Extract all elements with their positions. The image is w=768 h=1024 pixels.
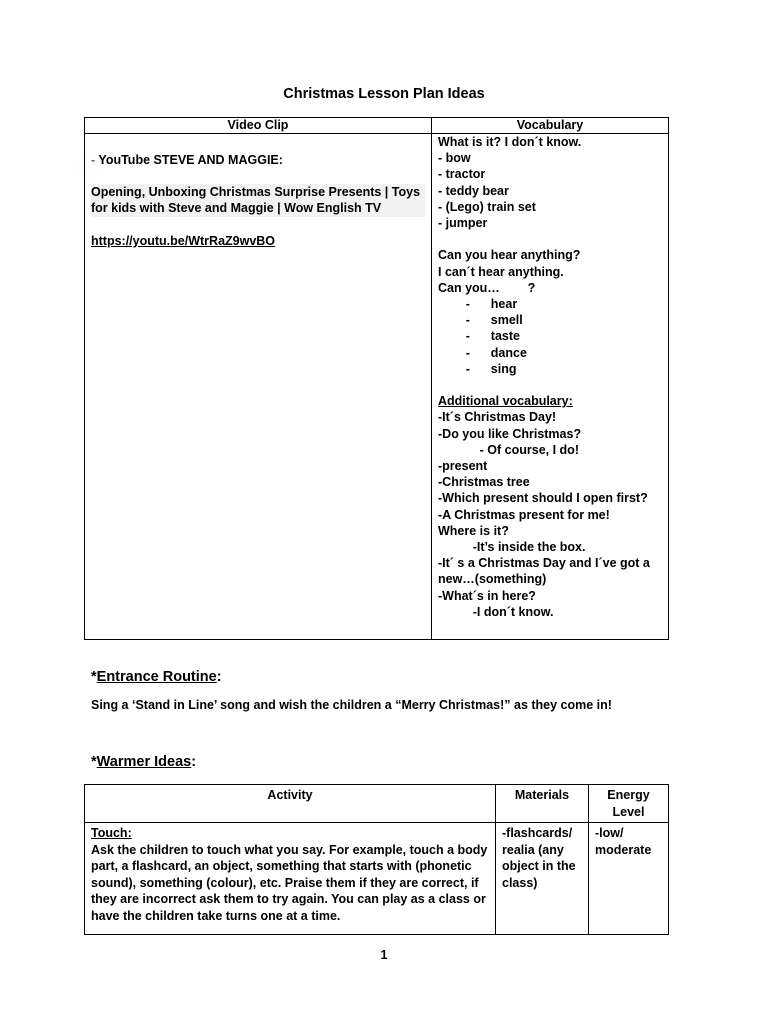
vocab-item: - dance <box>438 345 527 360</box>
energy-header <box>589 785 669 823</box>
vocab-item: - sing <box>438 361 517 376</box>
vocab-item: - smell <box>438 313 523 328</box>
heading-text: Entrance Routine <box>96 669 217 685</box>
materials-header: Materials <box>496 785 589 823</box>
vocab-item: - jumper <box>438 216 488 231</box>
additional-vocab-item: -It’s inside the box. <box>438 540 586 555</box>
heading-text: Warmer Ideas <box>96 754 192 770</box>
activity-description: Ask the children to touch what you say. For example, touch a body part, a flashcard, an object, something that starts with (phonetic sound), something (colour), etc. Praise them if they are correct, if they are incorrect ask them to try again. You can play as a class or have the children take turns one at a time. <box>91 842 488 923</box>
vocabulary-header: Vocabulary <box>432 118 669 134</box>
activity-header: Activity <box>85 785 496 823</box>
vocab-item: - bow <box>438 151 471 166</box>
heading-star: * <box>91 669 97 685</box>
additional-vocab-item: Where is it? <box>438 523 509 538</box>
heading-star: * <box>91 754 97 770</box>
source-dash: - <box>91 153 99 167</box>
heading-colon: : <box>191 754 197 770</box>
vocab-item: - taste <box>438 329 520 344</box>
additional-vocab-item: -Which present should I open first? <box>438 491 648 506</box>
activity-cell <box>85 823 496 935</box>
video-title-line: Opening, Unboxing Christmas Surprise Presents | Toys <box>91 185 421 200</box>
video-source: YouTube STEVE AND MAGGIE: <box>98 153 283 167</box>
vocab-item: - hear <box>438 297 518 312</box>
entrance-routine-text: Sing a ‘Stand in Line’ song and wish the children a “Merry Christmas!” as they come in! <box>91 698 612 712</box>
vocab-item: I can´t hear anything. <box>438 264 564 279</box>
video-clip-header: Video Clip <box>85 118 432 134</box>
additional-vocab-item: -Do you like Christmas? <box>438 426 582 441</box>
additional-vocab-list <box>438 409 662 620</box>
activity-name: Touch: <box>91 826 132 840</box>
additional-vocab-item: -A Christmas present for me! <box>438 507 610 522</box>
energy-cell: -low/ moderate <box>589 823 669 935</box>
video-vocab-table <box>84 117 669 640</box>
additional-vocab-item: new…(something) <box>438 572 547 587</box>
warmer-ideas-heading <box>91 754 196 770</box>
vocab-item: - tractor <box>438 167 486 182</box>
materials-cell: -flashcards/ realia (any object in the class) <box>496 823 589 935</box>
additional-vocab-item: -It´s Christmas Day! <box>438 410 557 425</box>
page-number: 1 <box>380 948 388 962</box>
vocab-item: - (Lego) train set <box>438 199 536 214</box>
heading-colon: : <box>216 669 222 685</box>
warmer-table <box>84 784 669 935</box>
video-link[interactable]: https://youtu.be/WtrRaZ9wvBO <box>91 233 276 248</box>
vocab-item: What is it? I don´t know. <box>438 135 582 149</box>
additional-vocab-heading: Additional vocabulary: <box>438 394 573 409</box>
entrance-routine-heading <box>91 669 222 685</box>
vocabulary-cell <box>432 134 669 640</box>
vocab-item: Can you hear anything? <box>438 248 581 263</box>
page-title: Christmas Lesson Plan Ideas <box>283 86 485 102</box>
vocab-item: Can you… ? <box>438 280 536 295</box>
additional-vocab-item: -What´s in here? <box>438 588 536 603</box>
vocab-item: - teddy bear <box>438 183 509 198</box>
video-clip-cell <box>85 134 432 640</box>
additional-vocab-item: - Of course, I do! <box>438 442 579 457</box>
additional-vocab-item: -I don´t know. <box>438 604 554 619</box>
vocab-item <box>438 377 662 393</box>
video-title <box>91 184 425 216</box>
additional-vocab-item: -Christmas tree <box>438 475 530 490</box>
additional-vocab-item: -It´ s a Christmas Day and I´ve got a <box>438 556 650 571</box>
additional-vocab-item: -present <box>438 459 488 474</box>
energy-header-line: Energy <box>607 788 650 802</box>
vocab-item <box>438 231 662 247</box>
video-title-line: for kids with Steve and Maggie | Wow English TV <box>91 201 382 216</box>
energy-header-line: Level <box>612 804 645 819</box>
vocabulary-list <box>438 134 662 393</box>
